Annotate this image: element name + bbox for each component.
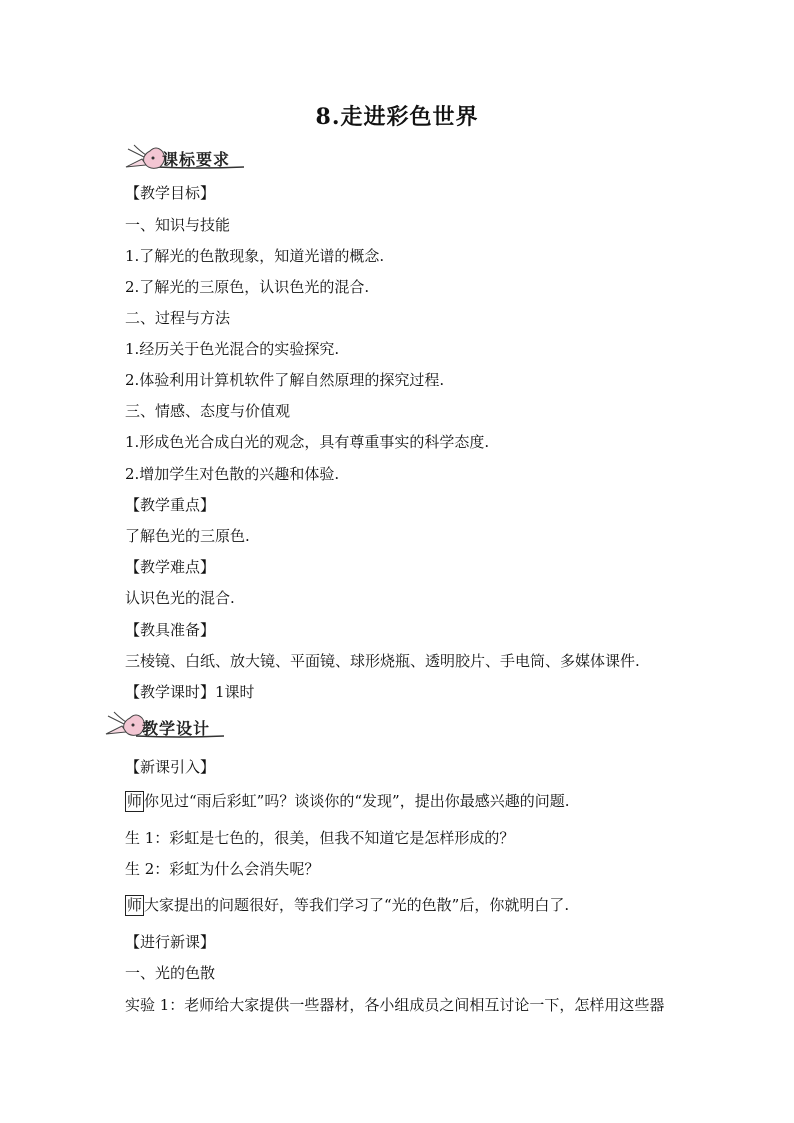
text-line: 二、过程与方法 [125, 309, 231, 327]
document-title: 8.走进彩色世界 [315, 104, 479, 130]
text-line: 【教学目标】 [125, 184, 216, 202]
text-line: 1.经历关于色光混合的实验探究. [125, 340, 340, 358]
text-line: 三、情感、态度与价值观 [125, 402, 291, 420]
text-line: 【教学课时】1课时 [125, 683, 255, 701]
text-line: 2.增加学生对色散的兴趣和体验. [125, 465, 340, 483]
text-line: 1.了解光的色散现象，知道光谱的概念. [125, 247, 385, 265]
text-line: 一、知识与技能 [125, 216, 231, 234]
teacher-line [125, 791, 569, 812]
text-line: 认识色光的混合. [125, 589, 235, 607]
text-line: 【教学难点】 [125, 558, 216, 576]
text-line: 2.体验利用计算机软件了解自然原理的探究过程. [125, 371, 445, 389]
text-line: 了解色光的三原色. [125, 527, 250, 545]
text-line: 【新课引入】 [125, 758, 216, 776]
text-line: 三棱镜、白纸、放大镜、平面镜、球形烧瓶、透明胶片、手电筒、多媒体课件. [125, 652, 640, 670]
text-line: 生 1：彩虹是七色的，很美，但我不知道它是怎样形成的？ [125, 829, 515, 847]
text-line: 【教具准备】 [125, 621, 216, 639]
text-line: 2.了解光的三原色，认识色光的混合. [125, 278, 370, 296]
banner-label: 教学设计 [142, 719, 211, 738]
text-line: 【进行新课】 [125, 933, 216, 951]
teacher-line [125, 895, 569, 916]
section-banner-design [100, 710, 225, 744]
teacher-speech: 你见过“雨后彩虹”吗？谈谈你的“发现”，提出你最感兴趣的问题. [144, 792, 570, 810]
section-banner-curriculum [120, 143, 245, 177]
banner-label: 课标要求 [162, 150, 231, 169]
text-line: 生 2：彩虹为什么会消失呢？ [125, 860, 320, 878]
teacher-speech: 大家提出的问题很好，等我们学习了“光的色散”后，你就明白了. [144, 896, 570, 914]
teacher-mark: 师 [127, 896, 143, 914]
text-line: 实验 1：老师给大家提供一些器材，各小组成员之间相互讨论一下，怎样用这些器 [125, 996, 665, 1014]
text-line: 1.形成色光合成白光的观念，具有尊重事实的科学态度. [125, 433, 490, 451]
text-line: 【教学重点】 [125, 496, 216, 514]
teacher-mark: 师 [127, 792, 143, 810]
text-line: 一、光的色散 [125, 964, 216, 982]
